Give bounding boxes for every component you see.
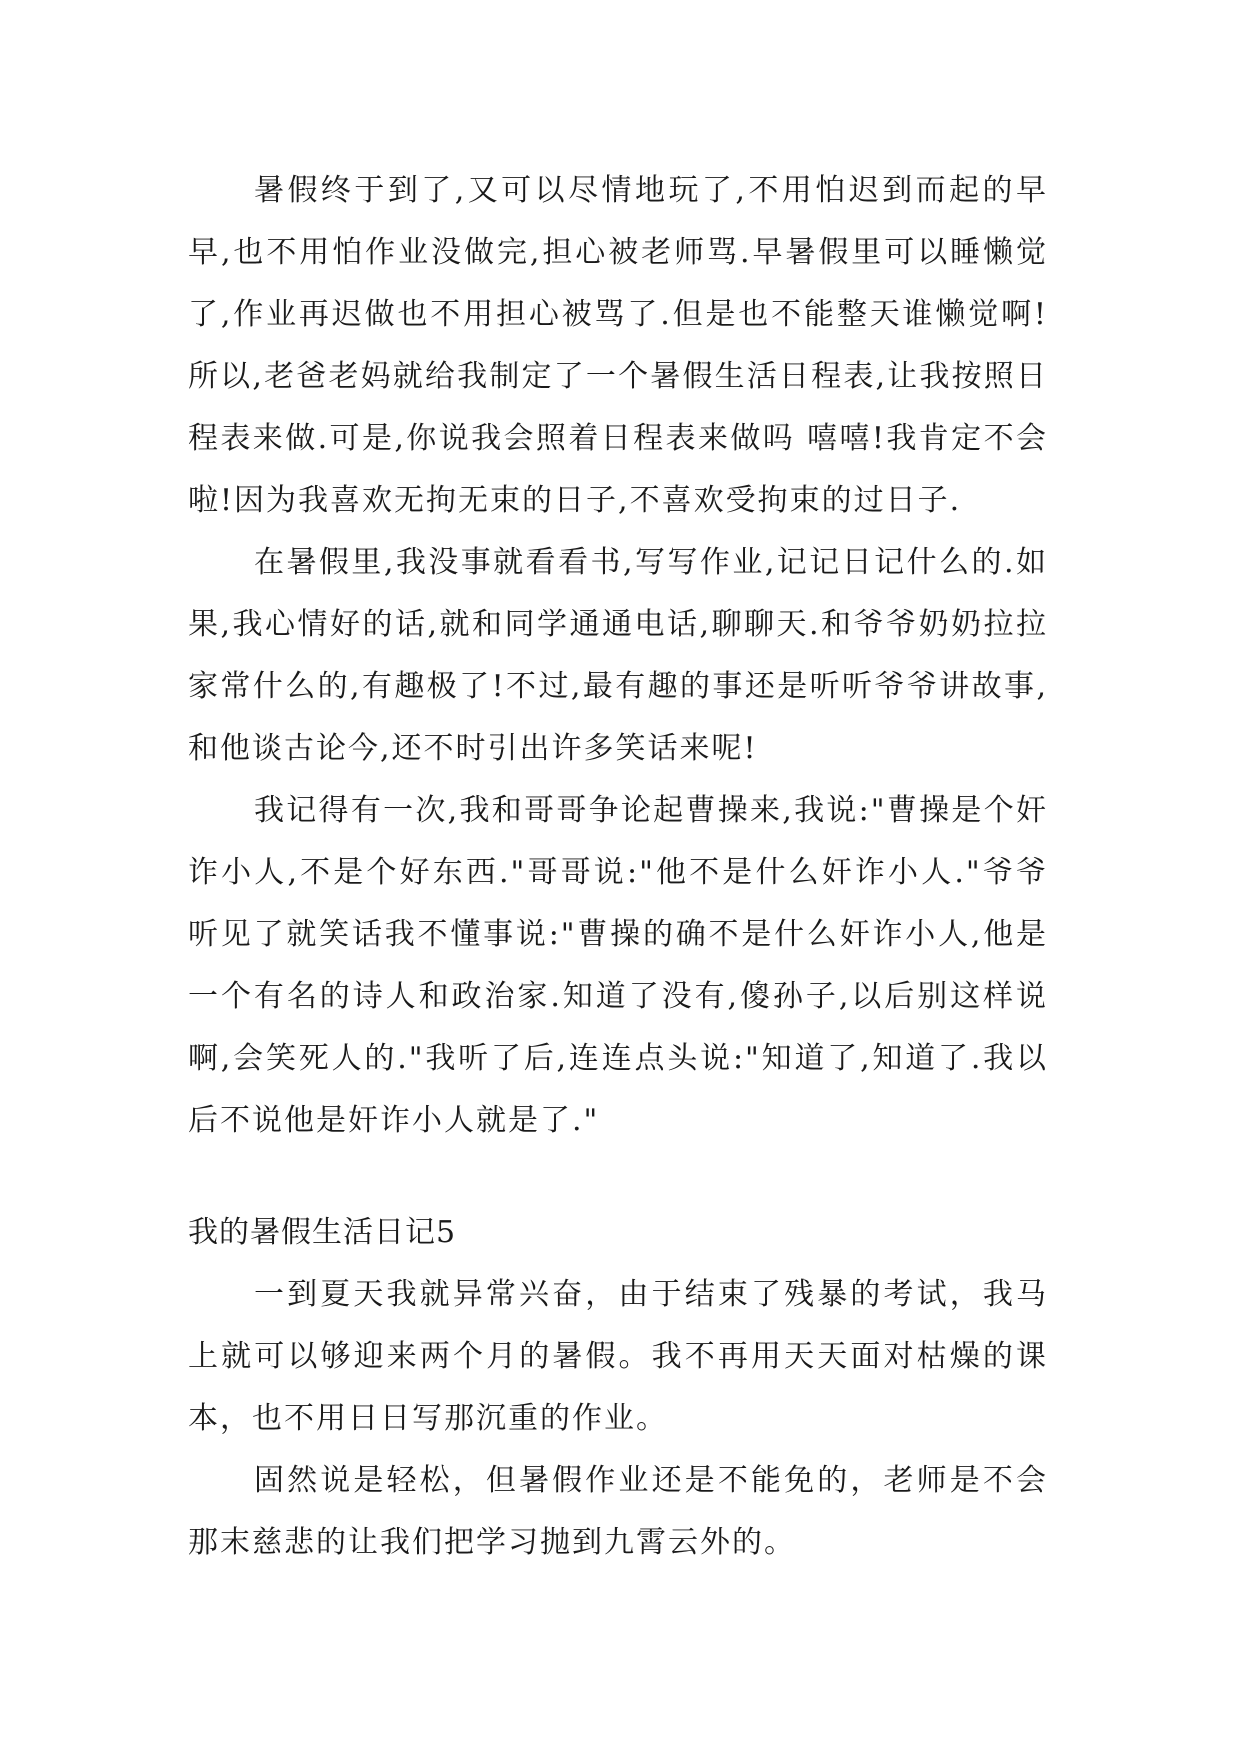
paragraph-summer-arrives: 暑假终于到了,又可以尽情地玩了,不用怕迟到而起的早早,也不用怕作业没做完,担心被老师骂.早暑假里可以睡懒觉了,作业再迟做也不用担心被骂了.但是也不能整天谁懒觉啊!所以,老爸老妈就给我制定了一个暑假生活日程表,让我按照日程表来做.可是,你说我会照着日程表来做吗 嘻嘻!我肯定不会啦!因为我喜欢无拘无束的日子,不喜欢受拘束的过日子. — [188, 173, 1048, 518]
paragraph-summer-activities: 在暑假里,我没事就看看书,写写作业,记记日记什么的.如果,我心情好的话,就和同学通通电话,聊聊天.和爷爷奶奶拉拉家常什么的,有趣极了!不过,最有趣的事还是听听爷爷讲故事,和他谈古论今,还不时引出许多笑话来呢! — [188, 545, 1048, 766]
section-title: 我的暑假生活日记5 — [188, 1215, 457, 1250]
paragraph-summer-homework: 固然说是轻松，但暑假作业还是不能免的，老师是不会那末慈悲的让我们把学习抛到九霄云外的。 — [188, 1463, 1048, 1560]
paragraph-caocao-story: 我记得有一次,我和哥哥争论起曹操来,我说:"曹操是个奸诈小人,不是个好东西."哥哥说:"他不是什么奸诈小人."爷爷听见了就笑话我不懂事说:"曹操的确不是什么奸诈小人,他是一个有名的诗人和政治家.知道了没有,傻孙子,以后别这样说啊,会笑死人的."我听了后,连连点头说:"知道了,知道了.我以后不说他是奸诈小人就是了." — [188, 793, 1048, 1138]
document-body — [188, 160, 1048, 1574]
paragraph-summer-excitement: 一到夏天我就异常兴奋，由于结束了残暴的考试，我马上就可以够迎来两个月的暑假。我不再用天天面对枯燥的课本，也不用日日写那沉重的作业。 — [188, 1277, 1048, 1436]
